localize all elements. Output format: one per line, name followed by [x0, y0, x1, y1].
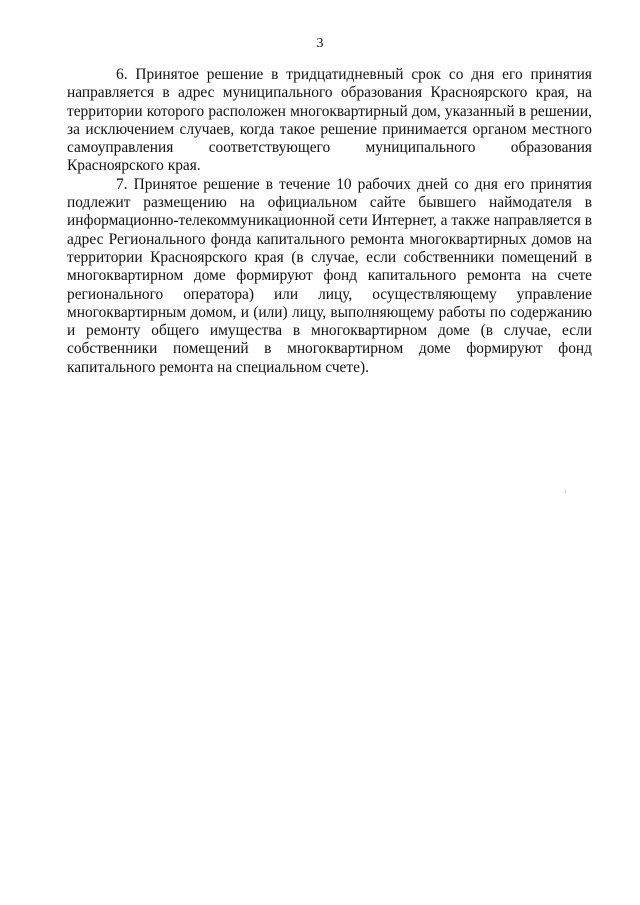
paragraph-7: 7. Принятое решение в течение 10 рабочих дней со дня его принятия подлежит размещению на официальном сайте бывшего наймодателя в информационно-телекоммуникационной сети Интернет, а также направляется в адрес Регионального фонда капитального ремонта многоквартирных домов на территории Красноярского края (в случае, если собственники помещений в многоквартирном доме формируют фонд капитального ремонта на счете регионального оператора) или лицу, осуществляющему управление многоквартирным домом, и (или) лицу, выполняющему работы по содержанию и ремонту общего имущества в многоквартирном доме (в случае, если собственники помещений в многоквартирном доме формируют фонд капитального ремонта на специальном счете).	[67, 175, 592, 376]
document-body	[67, 66, 592, 377]
page-number: 3	[316, 36, 324, 51]
scan-artifact	[565, 490, 566, 493]
paragraph-6: 6. Принятое решение в тридцатидневный срок со дня его принятия направляется в адрес муниципального образования Красноярского края, на территории которого расположен многоквартирный дом, указанный в решении, за исключением случаев, когда такое решение принимается органом местного самоуправления соответствующего муниципального образования Красноярского края.	[67, 66, 592, 175]
